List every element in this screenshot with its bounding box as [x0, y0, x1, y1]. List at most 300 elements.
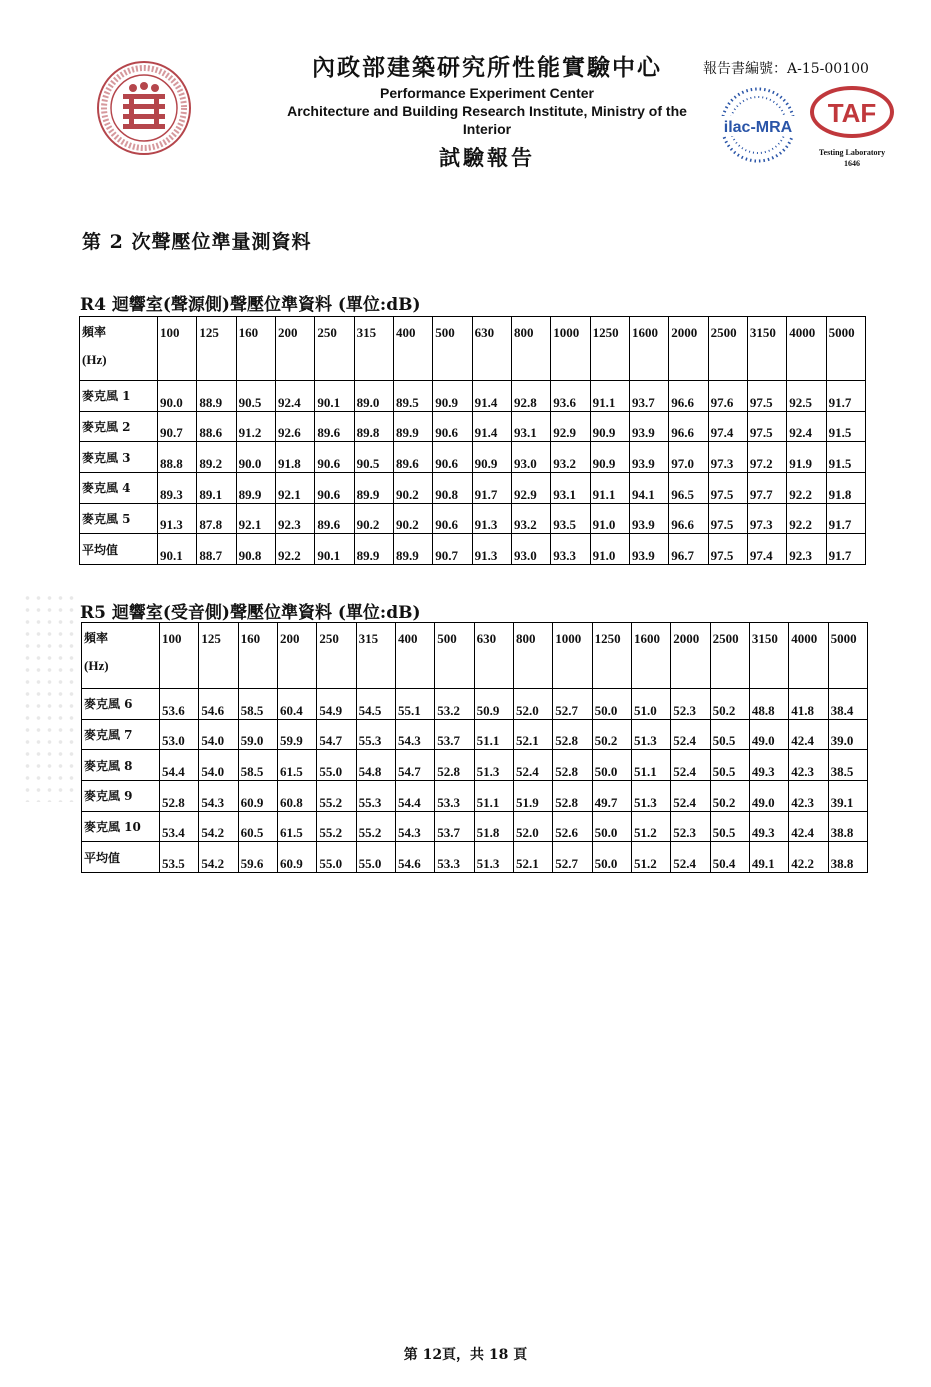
freq-header-cell: 100 [160, 623, 199, 689]
data-cell: 93.1 [511, 411, 550, 442]
data-cell: 90.6 [433, 442, 472, 473]
data-cell: 52.8 [553, 719, 592, 750]
taf-text: TAF [827, 98, 877, 128]
data-cell: 97.4 [747, 534, 786, 565]
data-cell: 55.0 [317, 842, 356, 873]
page-heading: 第 2 次聲壓位準量測資料 [82, 231, 312, 253]
data-cell: 92.9 [511, 473, 550, 504]
table-row [82, 781, 868, 812]
data-cell: 89.6 [393, 442, 432, 473]
freq-header-row [82, 623, 868, 689]
data-cell: 53.0 [160, 719, 199, 750]
data-cell: 51.1 [631, 750, 670, 781]
data-cell: 92.2 [787, 503, 826, 534]
data-cell: 96.6 [669, 503, 708, 534]
freq-header-cell: 500 [433, 317, 472, 381]
data-cell: 91.7 [826, 381, 865, 412]
r5-spl-table [81, 622, 868, 873]
freq-header-cell: 5000 [828, 623, 867, 689]
table-row [82, 842, 868, 873]
data-cell: 97.5 [747, 381, 786, 412]
data-cell: 51.1 [474, 719, 513, 750]
data-cell: 97.5 [708, 503, 747, 534]
row-label: 麥克風 5 [80, 503, 158, 534]
data-cell: 91.7 [826, 503, 865, 534]
data-cell: 55.0 [356, 842, 395, 873]
data-cell: 97.5 [708, 534, 747, 565]
freq-header-cell: 125 [197, 317, 236, 381]
data-cell: 91.5 [826, 442, 865, 473]
data-cell: 60.4 [277, 689, 316, 720]
data-cell: 54.2 [199, 842, 238, 873]
data-cell: 90.8 [433, 473, 472, 504]
freq-header-cell: 3150 [747, 317, 786, 381]
data-cell: 89.1 [197, 473, 236, 504]
row-label: 麥克風 7 [82, 719, 160, 750]
data-cell: 90.6 [315, 442, 354, 473]
data-cell: 90.5 [354, 442, 393, 473]
table-row [80, 534, 866, 565]
data-cell: 89.2 [197, 442, 236, 473]
data-cell: 93.6 [551, 381, 590, 412]
data-cell: 51.2 [631, 842, 670, 873]
data-cell: 52.4 [513, 750, 552, 781]
row-label: 麥克風 6 [82, 689, 160, 720]
row-label: 麥克風 1 [80, 381, 158, 412]
freq-header-cell: 2000 [671, 623, 710, 689]
freq-header-cell: 2000 [669, 317, 708, 381]
data-cell: 87.8 [197, 503, 236, 534]
table-row [80, 473, 866, 504]
data-cell: 50.5 [710, 750, 749, 781]
data-cell: 90.6 [433, 503, 472, 534]
data-cell: 59.6 [238, 842, 277, 873]
data-cell: 92.1 [275, 473, 314, 504]
data-cell: 92.8 [511, 381, 550, 412]
data-cell: 93.9 [629, 442, 668, 473]
data-cell: 91.7 [472, 473, 511, 504]
data-cell: 97.2 [747, 442, 786, 473]
freq-header-cell: 500 [435, 623, 474, 689]
freq-header-cell: 200 [275, 317, 314, 381]
data-cell: 90.2 [393, 503, 432, 534]
freq-header-cell: 250 [317, 623, 356, 689]
data-cell: 91.4 [472, 381, 511, 412]
data-cell: 54.3 [199, 781, 238, 812]
data-cell: 93.9 [629, 411, 668, 442]
data-cell: 58.5 [238, 750, 277, 781]
data-cell: 91.1 [590, 381, 629, 412]
data-cell: 90.8 [236, 534, 275, 565]
data-cell: 92.2 [275, 534, 314, 565]
data-cell: 91.1 [590, 473, 629, 504]
data-cell: 39.1 [828, 781, 867, 812]
freq-header-cell: 630 [472, 317, 511, 381]
data-cell: 41.8 [789, 689, 828, 720]
report-number: 報告書編號：A-15-00100 [703, 61, 869, 77]
data-cell: 88.8 [158, 442, 197, 473]
data-cell: 97.6 [708, 381, 747, 412]
data-cell: 53.6 [160, 689, 199, 720]
data-cell: 90.9 [433, 381, 472, 412]
row-label: 麥克風 8 [82, 750, 160, 781]
data-cell: 54.3 [395, 811, 434, 842]
data-cell: 61.5 [277, 750, 316, 781]
data-cell: 52.7 [553, 689, 592, 720]
data-cell: 53.7 [435, 811, 474, 842]
data-cell: 61.5 [277, 811, 316, 842]
data-cell: 93.2 [511, 503, 550, 534]
data-cell: 91.8 [826, 473, 865, 504]
data-cell: 54.4 [160, 750, 199, 781]
data-cell: 51.3 [474, 750, 513, 781]
data-cell: 92.1 [236, 503, 275, 534]
freq-header-cell: 1600 [631, 623, 670, 689]
data-cell: 54.4 [395, 781, 434, 812]
report-header [262, 52, 712, 172]
data-cell: 93.3 [551, 534, 590, 565]
data-cell: 55.2 [356, 811, 395, 842]
data-cell: 90.9 [590, 411, 629, 442]
data-cell: 89.0 [354, 381, 393, 412]
data-cell: 90.9 [472, 442, 511, 473]
data-cell: 51.2 [631, 811, 670, 842]
freq-header-cell: 1600 [629, 317, 668, 381]
data-cell: 51.9 [513, 781, 552, 812]
data-cell: 96.7 [669, 534, 708, 565]
data-cell: 88.6 [197, 411, 236, 442]
data-cell: 90.7 [158, 411, 197, 442]
ilac-mra-text: ilac-MRA [723, 119, 793, 136]
data-cell: 58.5 [238, 689, 277, 720]
freq-header-cell: 800 [511, 317, 550, 381]
data-cell: 96.6 [669, 411, 708, 442]
scan-dot-pattern [22, 592, 78, 802]
data-cell: 42.3 [789, 750, 828, 781]
freq-header-cell: 160 [236, 317, 275, 381]
data-cell: 91.0 [590, 503, 629, 534]
data-cell: 51.3 [631, 719, 670, 750]
taf-mark [808, 85, 896, 175]
data-cell: 54.6 [199, 689, 238, 720]
data-cell: 50.9 [474, 689, 513, 720]
data-cell: 60.9 [277, 842, 316, 873]
taf-logo [808, 85, 896, 143]
freq-header-row [80, 317, 866, 381]
data-cell: 89.9 [393, 534, 432, 565]
taf-testing-lab-label: Testing Laboratory [818, 148, 886, 157]
freq-header-cell: 200 [277, 623, 316, 689]
data-cell: 52.0 [513, 689, 552, 720]
data-cell: 90.5 [236, 381, 275, 412]
data-cell: 91.8 [275, 442, 314, 473]
data-cell: 54.6 [395, 842, 434, 873]
data-cell: 52.8 [435, 750, 474, 781]
data-cell: 50.4 [710, 842, 749, 873]
data-cell: 90.7 [433, 534, 472, 565]
row-label: 平均值 [82, 842, 160, 873]
freq-header-cell: 160 [238, 623, 277, 689]
data-cell: 89.6 [315, 411, 354, 442]
data-cell: 97.4 [708, 411, 747, 442]
data-cell: 93.7 [629, 381, 668, 412]
data-cell: 93.5 [551, 503, 590, 534]
data-cell: 54.8 [356, 750, 395, 781]
data-cell: 53.3 [435, 842, 474, 873]
data-cell: 50.0 [592, 842, 631, 873]
data-cell: 42.2 [789, 842, 828, 873]
data-cell: 38.8 [828, 842, 867, 873]
data-cell: 52.4 [671, 842, 710, 873]
data-cell: 91.7 [826, 534, 865, 565]
data-cell: 91.9 [787, 442, 826, 473]
freq-header-cell: 4000 [787, 317, 826, 381]
data-cell: 53.7 [435, 719, 474, 750]
data-cell: 51.1 [474, 781, 513, 812]
data-cell: 53.3 [435, 781, 474, 812]
data-cell: 59.9 [277, 719, 316, 750]
data-cell: 54.3 [395, 719, 434, 750]
data-cell: 60.9 [238, 781, 277, 812]
row-label: 麥克風 9 [82, 781, 160, 812]
data-cell: 52.7 [553, 842, 592, 873]
data-cell: 60.5 [238, 811, 277, 842]
freq-header-cell: 315 [354, 317, 393, 381]
data-cell: 54.7 [395, 750, 434, 781]
data-cell: 52.4 [671, 781, 710, 812]
freq-header-cell: 1250 [592, 623, 631, 689]
freq-header-cell: 3150 [749, 623, 788, 689]
taf-lab-number: 1646 [844, 159, 860, 168]
data-cell: 97.7 [747, 473, 786, 504]
data-cell: 91.5 [826, 411, 865, 442]
data-cell: 52.8 [160, 781, 199, 812]
data-cell: 49.0 [749, 781, 788, 812]
data-cell: 90.2 [393, 473, 432, 504]
data-cell: 94.1 [629, 473, 668, 504]
data-cell: 90.1 [315, 534, 354, 565]
data-cell: 91.3 [472, 534, 511, 565]
freq-header-cell: 1000 [551, 317, 590, 381]
data-cell: 52.0 [513, 811, 552, 842]
data-cell: 52.4 [671, 719, 710, 750]
freq-header-cell: 100 [158, 317, 197, 381]
data-cell: 52.1 [513, 842, 552, 873]
data-cell: 97.3 [747, 503, 786, 534]
data-cell: 51.3 [631, 781, 670, 812]
data-cell: 96.5 [669, 473, 708, 504]
data-cell: 93.2 [551, 442, 590, 473]
data-cell: 51.8 [474, 811, 513, 842]
data-cell: 90.2 [354, 503, 393, 534]
data-cell: 52.6 [553, 811, 592, 842]
data-cell: 90.0 [158, 381, 197, 412]
data-cell: 52.8 [553, 750, 592, 781]
data-cell: 92.2 [787, 473, 826, 504]
data-cell: 49.1 [749, 842, 788, 873]
data-cell: 97.0 [669, 442, 708, 473]
data-cell: 91.3 [158, 503, 197, 534]
data-cell: 92.4 [787, 411, 826, 442]
data-cell: 89.5 [393, 381, 432, 412]
data-cell: 89.9 [354, 534, 393, 565]
table-row [82, 719, 868, 750]
freq-label: 頻率 [84, 631, 109, 645]
table-row [80, 503, 866, 534]
table-row [80, 381, 866, 412]
data-cell: 55.0 [317, 750, 356, 781]
data-cell: 91.3 [472, 503, 511, 534]
institute-seal-logo [96, 60, 192, 156]
data-cell: 93.9 [629, 534, 668, 565]
data-cell: 52.8 [553, 781, 592, 812]
row-label: 麥克風 2 [80, 411, 158, 442]
data-cell: 88.7 [197, 534, 236, 565]
freq-header-cell: 2500 [710, 623, 749, 689]
data-cell: 42.3 [789, 781, 828, 812]
data-cell: 89.9 [236, 473, 275, 504]
data-cell: 38.8 [828, 811, 867, 842]
data-cell: 92.6 [275, 411, 314, 442]
data-cell: 38.4 [828, 689, 867, 720]
data-cell: 92.9 [551, 411, 590, 442]
freq-header-cell: 800 [513, 623, 552, 689]
table-row [80, 442, 866, 473]
data-cell: 50.2 [592, 719, 631, 750]
data-cell: 51.0 [631, 689, 670, 720]
data-cell: 52.4 [671, 750, 710, 781]
freq-unit: (Hz) [84, 658, 109, 673]
freq-header-cell: 1000 [553, 623, 592, 689]
report-title: 試驗報告 [439, 145, 535, 170]
data-cell: 54.5 [356, 689, 395, 720]
data-cell: 90.6 [315, 473, 354, 504]
data-cell: 54.0 [199, 719, 238, 750]
freq-header-cell: 400 [393, 317, 432, 381]
data-cell: 49.0 [749, 719, 788, 750]
data-cell: 93.9 [629, 503, 668, 534]
freq-header-cell: 125 [199, 623, 238, 689]
data-cell: 92.3 [275, 503, 314, 534]
freq-label: 頻率 [82, 325, 107, 339]
row-label: 麥克風 4 [80, 473, 158, 504]
org-name-english-2: Architecture and Building Research Institute, Ministry of the Interior [287, 103, 687, 137]
table-row [82, 811, 868, 842]
table-row [82, 750, 868, 781]
ilac-mra-logo [718, 80, 804, 170]
data-cell: 54.2 [199, 811, 238, 842]
data-cell: 53.5 [160, 842, 199, 873]
table2-title: R5 迴響室(受音側)聲壓位準資料 (單位:dB) [80, 603, 421, 623]
freq-header-cell: 1250 [590, 317, 629, 381]
data-cell: 55.3 [356, 781, 395, 812]
data-cell: 55.2 [317, 811, 356, 842]
freq-header-label [80, 317, 158, 381]
data-cell: 88.9 [197, 381, 236, 412]
data-cell: 93.0 [511, 534, 550, 565]
data-cell: 42.4 [789, 719, 828, 750]
data-cell: 48.8 [749, 689, 788, 720]
freq-header-cell: 5000 [826, 317, 865, 381]
data-cell: 89.6 [315, 503, 354, 534]
data-cell: 90.1 [315, 381, 354, 412]
freq-header-cell: 315 [356, 623, 395, 689]
row-label: 麥克風 10 [82, 811, 160, 842]
data-cell: 59.0 [238, 719, 277, 750]
freq-header-cell: 250 [315, 317, 354, 381]
data-cell: 49.7 [592, 781, 631, 812]
freq-unit: (Hz) [82, 352, 107, 367]
freq-header-cell: 4000 [789, 623, 828, 689]
row-label: 麥克風 3 [80, 442, 158, 473]
data-cell: 93.1 [551, 473, 590, 504]
data-cell: 90.0 [236, 442, 275, 473]
data-cell: 92.5 [787, 381, 826, 412]
data-cell: 89.3 [158, 473, 197, 504]
data-cell: 42.4 [789, 811, 828, 842]
table1-title: R4 迴響室(聲源側)聲壓位準資料 (單位:dB) [80, 295, 421, 315]
org-name-chinese: 內政部建築研究所性能實驗中心 [312, 54, 662, 81]
data-cell: 51.3 [474, 842, 513, 873]
freq-header-label [82, 623, 160, 689]
data-cell: 55.2 [317, 781, 356, 812]
data-cell: 96.6 [669, 381, 708, 412]
row-label: 平均值 [80, 534, 158, 565]
r4-spl-table [79, 316, 866, 565]
data-cell: 49.3 [749, 750, 788, 781]
data-cell: 52.3 [671, 689, 710, 720]
data-cell: 93.0 [511, 442, 550, 473]
data-cell: 53.4 [160, 811, 199, 842]
data-cell: 39.0 [828, 719, 867, 750]
data-cell: 91.0 [590, 534, 629, 565]
data-cell: 49.3 [749, 811, 788, 842]
data-cell: 97.5 [747, 411, 786, 442]
data-cell: 54.0 [199, 750, 238, 781]
data-cell: 50.2 [710, 781, 749, 812]
freq-header-cell: 2500 [708, 317, 747, 381]
freq-header-cell: 400 [395, 623, 434, 689]
data-cell: 54.7 [317, 719, 356, 750]
data-cell: 50.0 [592, 750, 631, 781]
data-cell: 92.4 [275, 381, 314, 412]
data-cell: 52.1 [513, 719, 552, 750]
data-cell: 89.9 [354, 473, 393, 504]
data-cell: 50.5 [710, 719, 749, 750]
data-cell: 90.9 [590, 442, 629, 473]
data-cell: 92.3 [787, 534, 826, 565]
data-cell: 97.3 [708, 442, 747, 473]
data-cell: 53.2 [435, 689, 474, 720]
data-cell: 91.2 [236, 411, 275, 442]
page-footer: 第 12頁，共 18 頁 [403, 1347, 528, 1363]
data-cell: 89.8 [354, 411, 393, 442]
data-cell: 91.4 [472, 411, 511, 442]
data-cell: 52.3 [671, 811, 710, 842]
data-cell: 50.5 [710, 811, 749, 842]
data-cell: 55.3 [356, 719, 395, 750]
data-cell: 90.6 [433, 411, 472, 442]
data-cell: 89.9 [393, 411, 432, 442]
table-row [80, 411, 866, 442]
data-cell: 50.0 [592, 811, 631, 842]
table-row [82, 689, 868, 720]
data-cell: 90.1 [158, 534, 197, 565]
data-cell: 50.0 [592, 689, 631, 720]
freq-header-cell: 630 [474, 623, 513, 689]
data-cell: 60.8 [277, 781, 316, 812]
data-cell: 97.5 [708, 473, 747, 504]
